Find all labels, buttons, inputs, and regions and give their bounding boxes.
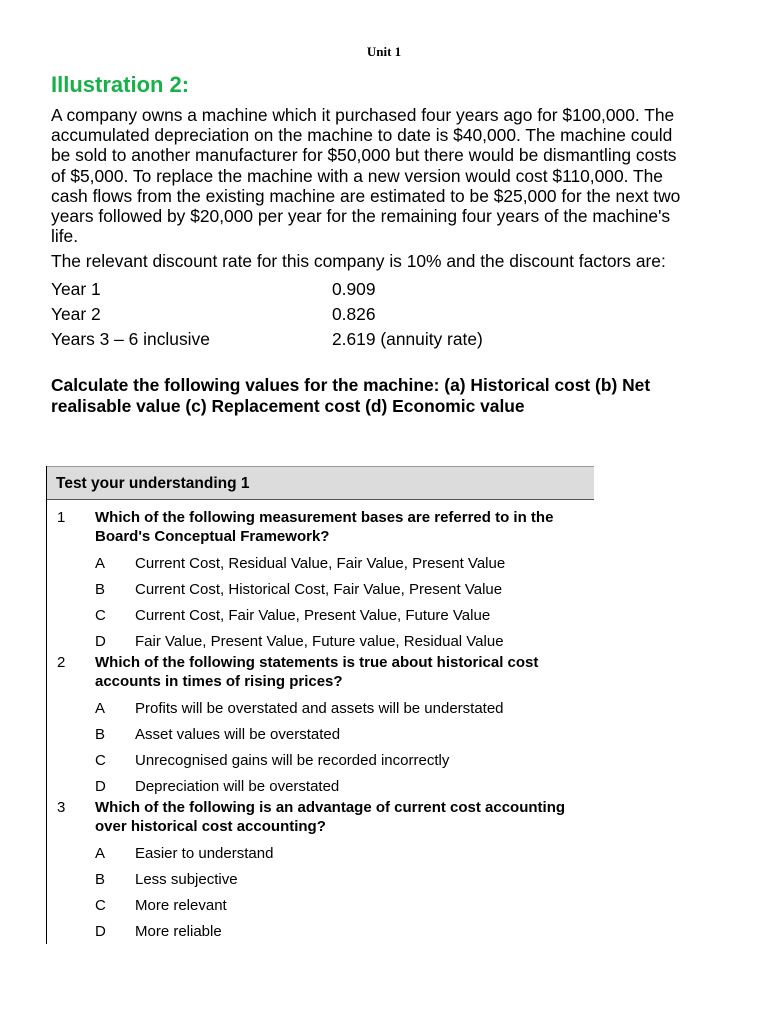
answer-option: [47, 628, 594, 654]
question-block-3: [47, 799, 594, 944]
unit-header: Unit 1: [366, 44, 402, 59]
rate-value: 0.826: [332, 303, 376, 324]
discount-factor-row: [51, 277, 691, 302]
answer-option: [47, 747, 594, 773]
option-letter: B: [95, 725, 106, 743]
option-text: Current Cost, Historical Cost, Fair Value, Present Value: [135, 580, 503, 598]
option-letter: D: [95, 632, 106, 650]
option-text: Asset values will be overstated: [135, 725, 341, 743]
discount-factor-row: [51, 327, 691, 352]
option-text: Depreciation will be overstated: [135, 777, 340, 795]
option-text: Fair Value, Present Value, Future value, Residual Value: [135, 632, 504, 650]
question-text: Which of the following statements is true about historical cost accounts in times of rising prices?: [95, 654, 539, 690]
illustration-paragraph-2: The relevant discount rate for this company is 10% and the discount factors are:: [51, 251, 666, 272]
answer-option: [47, 866, 594, 892]
answer-option: [47, 576, 594, 602]
option-letter: B: [95, 580, 106, 598]
answer-option: [47, 695, 594, 721]
illustration-section: [51, 66, 691, 417]
option-letter: A: [95, 699, 106, 717]
option-letter: D: [95, 777, 106, 795]
question-number: 1: [57, 509, 66, 526]
question-block-1: [47, 509, 594, 654]
rate-value: 0.909: [332, 278, 376, 299]
answer-option: [47, 840, 594, 866]
rate-value: 2.619 (annuity rate): [332, 328, 483, 349]
option-letter: A: [95, 554, 106, 572]
calculation-question: Calculate the following values for the machine: (a) Historical cost (b) Net realisable value (c) Replacement cost (d) Economic value: [51, 374, 651, 416]
answer-option: [47, 550, 594, 576]
option-letter: A: [95, 844, 106, 862]
test-title: Test your understanding 1: [47, 466, 594, 500]
question-text: Which of the following is an advantage of current cost accounting over historical cost accounting?: [95, 799, 566, 835]
option-text: Less subjective: [135, 870, 238, 888]
rate-label: Year 1: [51, 278, 101, 299]
option-text: Current Cost, Residual Value, Fair Value, Present Value: [135, 554, 506, 572]
option-letter: C: [95, 606, 106, 624]
option-text: More reliable: [135, 922, 222, 940]
answer-option: [47, 721, 594, 747]
question-block-2: [47, 654, 594, 799]
illustration-title: Illustration 2:: [51, 72, 190, 97]
option-text: Unrecognised gains will be recorded incorrectly: [135, 751, 450, 769]
option-letter: D: [95, 922, 106, 940]
option-text: More relevant: [135, 896, 227, 914]
answer-option: [47, 892, 594, 918]
option-letter: C: [95, 896, 106, 914]
illustration-paragraph-1: A company owns a machine which it purchased four years ago for $100,000. The accumulated depreciation on the machine to date is $40,000. The machine could be sold to another manufacturer for $50,000 but there would be dismantling costs of $5,000. To replace the machine with a new version would cost $110,000. The cash flows from the existing machine are estimated to be $25,000 for the next two years followed by $20,000 per year for the remaining four years of the machine's life.: [51, 105, 681, 247]
option-letter: B: [95, 870, 106, 888]
answer-option: [47, 602, 594, 628]
option-text: Profits will be overstated and assets will be understated: [135, 699, 504, 717]
question-number: 3: [57, 799, 66, 816]
rate-label: Year 2: [51, 303, 101, 324]
question-number: 2: [57, 654, 66, 671]
answer-option: [47, 918, 594, 944]
answer-option: [47, 773, 594, 799]
option-text: Easier to understand: [135, 844, 274, 862]
option-text: Current Cost, Fair Value, Present Value, Future Value: [135, 606, 491, 624]
test-your-understanding-box: [46, 466, 594, 944]
option-letter: C: [95, 751, 106, 769]
rate-label: Years 3 – 6 inclusive: [51, 328, 210, 349]
question-text: Which of the following measurement bases are referred to in the Board's Conceptual Framework?: [95, 509, 554, 545]
discount-factor-row: [51, 302, 691, 327]
discount-factor-list: [51, 277, 691, 352]
